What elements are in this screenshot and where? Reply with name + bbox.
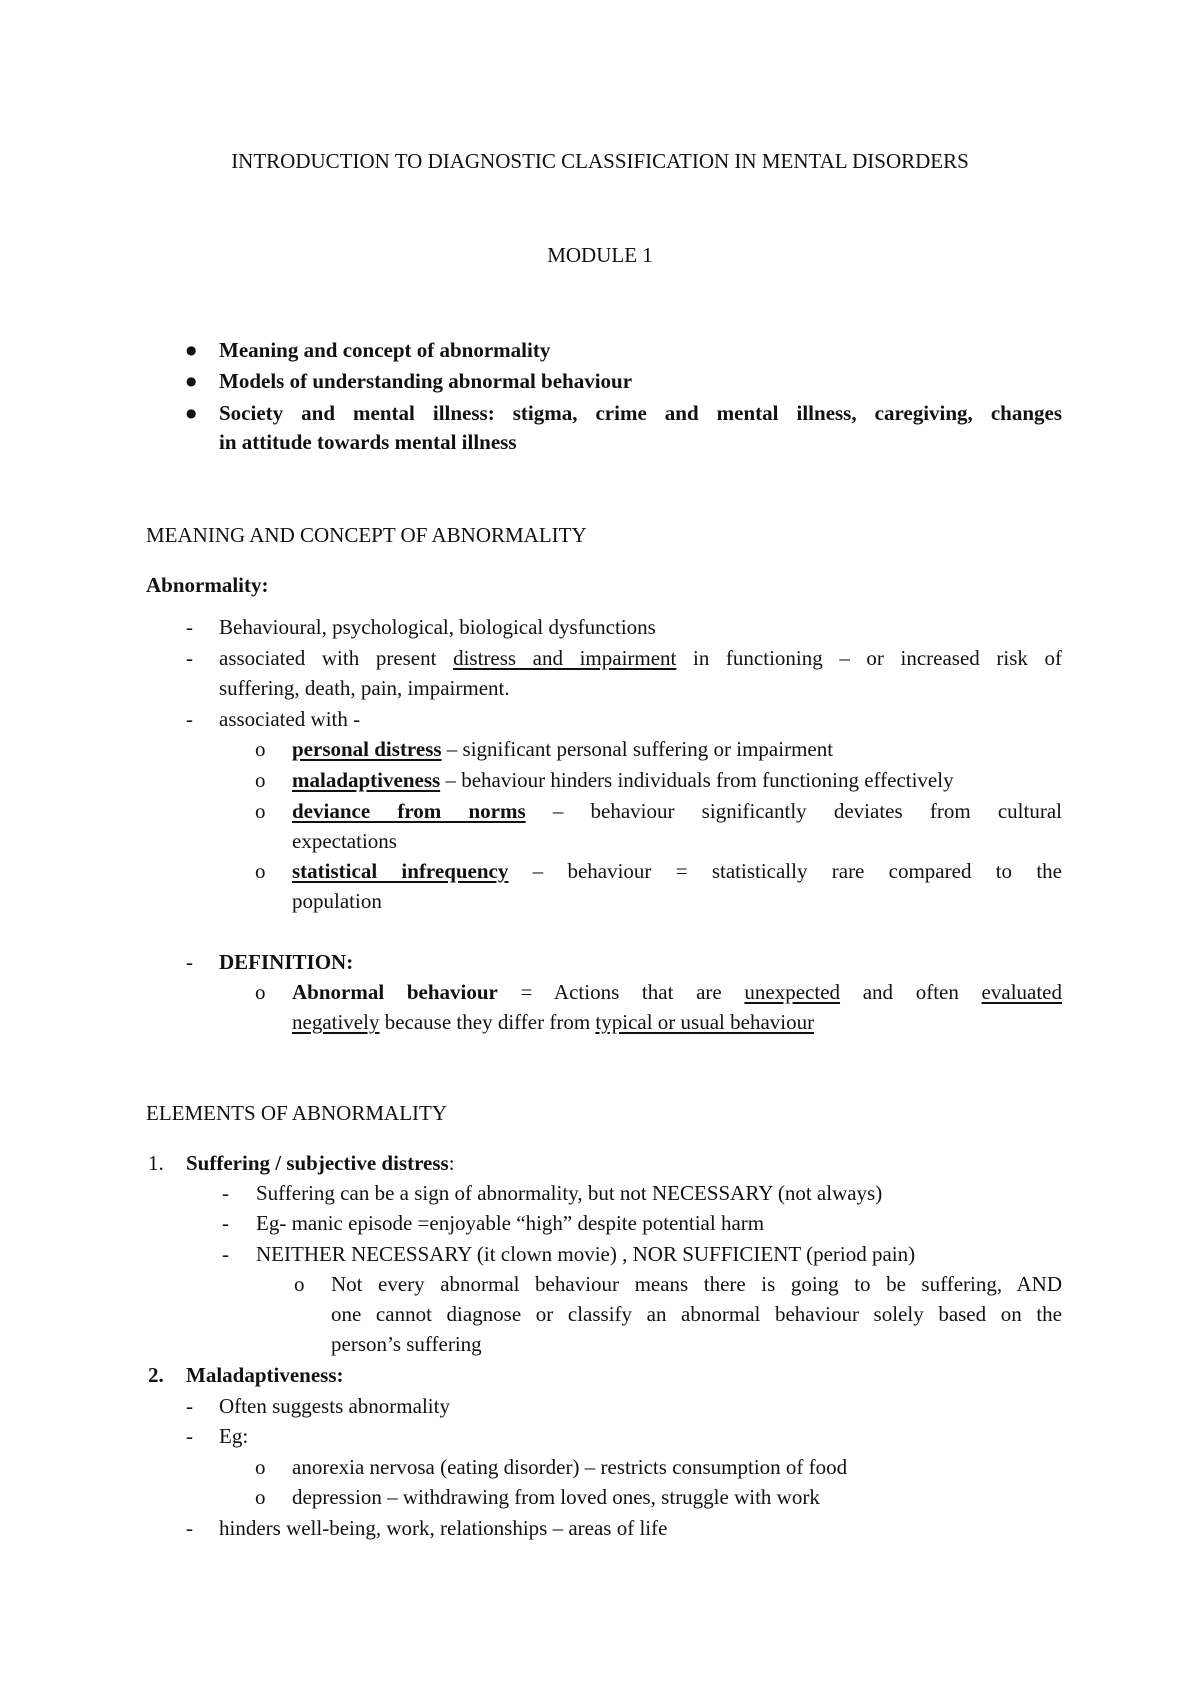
dash-marker: - — [222, 1181, 229, 1205]
sub-item: depression – withdrawing from loved ones, struggle with work — [292, 1485, 820, 1509]
circle-marker: o — [294, 1272, 305, 1296]
circle-marker: o — [255, 1455, 266, 1479]
circle-marker: o — [255, 859, 266, 883]
list-item: Eg: — [219, 1424, 249, 1448]
sub-item-continuation: one cannot diagnose or classify an abnormal behaviour solely based on the — [331, 1302, 1062, 1326]
dash-marker: - — [186, 1516, 193, 1540]
bullet-dot-icon: ● — [186, 374, 197, 388]
element-title: Maladaptiveness: — [186, 1363, 344, 1387]
definition-text: Abnormal behaviour = Actions that are unexpected and often evaluated — [292, 980, 1062, 1004]
dash-marker: - — [186, 950, 193, 974]
list-item: Behavioural, psychological, biological dysfunctions — [219, 615, 656, 639]
sub-item: anorexia nervosa (eating disorder) – restricts consumption of food — [292, 1455, 848, 1479]
feature-item: statistical infrequency – behaviour = statistically rare compared to the — [292, 859, 1062, 883]
feature-item: deviance from norms – behaviour significantly deviates from cultural — [292, 799, 1063, 823]
dash-marker: - — [186, 1424, 193, 1448]
element-title: Suffering / subjective distress: — [186, 1151, 455, 1175]
feature-item: maladaptiveness – behaviour hinders individuals from functioning effectively — [292, 768, 954, 792]
dash-marker: - — [186, 646, 193, 670]
feature-item: personal distress – significant personal suffering or impairment — [292, 737, 834, 761]
list-item: Suffering can be a sign of abnormality, but not NECESSARY (not always) — [256, 1181, 883, 1205]
list-item: Often suggests abnormality — [219, 1394, 450, 1418]
circle-marker: o — [255, 737, 266, 761]
sub-item: Not every abnormal behaviour means there is going to be suffering, AND — [331, 1272, 1062, 1296]
topic-item: Meaning and concept of abnormality — [219, 338, 551, 362]
section-heading: MEANING AND CONCEPT OF ABNORMALITY — [146, 523, 587, 547]
dash-marker: - — [186, 707, 193, 731]
list-item-continuation: suffering, death, pain, impairment. — [219, 676, 510, 700]
list-item: hinders well-being, work, relationships – areas of life — [219, 1516, 668, 1540]
list-number: 1. — [148, 1151, 164, 1175]
definition-label: DEFINITION: — [219, 950, 354, 974]
circle-marker: o — [255, 768, 266, 792]
definition-continuation: negatively because they differ from typical or usual behaviour — [292, 1010, 815, 1034]
list-item: Eg- manic episode =enjoyable “high” despite potential harm — [256, 1211, 765, 1235]
topic-item-continuation: in attitude towards mental illness — [219, 430, 517, 454]
topic-item: Models of understanding abnormal behaviour — [219, 369, 633, 393]
document-title: INTRODUCTION TO DIAGNOSTIC CLASSIFICATION IN MENTAL DISORDERS — [231, 149, 969, 173]
dash-marker: - — [222, 1242, 229, 1266]
dash-marker: - — [222, 1211, 229, 1235]
bullet-dot-icon: ● — [186, 343, 197, 357]
section-heading: ELEMENTS OF ABNORMALITY — [146, 1101, 448, 1125]
bullet-dot-icon: ● — [186, 406, 197, 420]
section-subheading: Abnormality: — [146, 573, 269, 597]
feature-item-continuation: population — [292, 889, 382, 913]
module-label: MODULE 1 — [547, 243, 653, 267]
dash-marker: - — [186, 1394, 193, 1418]
dash-marker: - — [186, 615, 193, 639]
list-number: 2. — [148, 1363, 164, 1387]
list-item: NEITHER NECESSARY (it clown movie) , NOR SUFFICIENT (period pain) — [256, 1242, 916, 1266]
list-item: associated with present distress and impairment in functioning – or increased risk of — [219, 646, 1062, 670]
topic-item: Society and mental illness: stigma, crime and mental illness, caregiving, changes — [219, 401, 1062, 425]
feature-item-continuation: expectations — [292, 829, 397, 853]
list-item: associated with - — [219, 707, 361, 731]
sub-item-continuation: person’s suffering — [331, 1332, 482, 1356]
circle-marker: o — [255, 1485, 266, 1509]
circle-marker: o — [255, 980, 266, 1004]
circle-marker: o — [255, 799, 266, 823]
